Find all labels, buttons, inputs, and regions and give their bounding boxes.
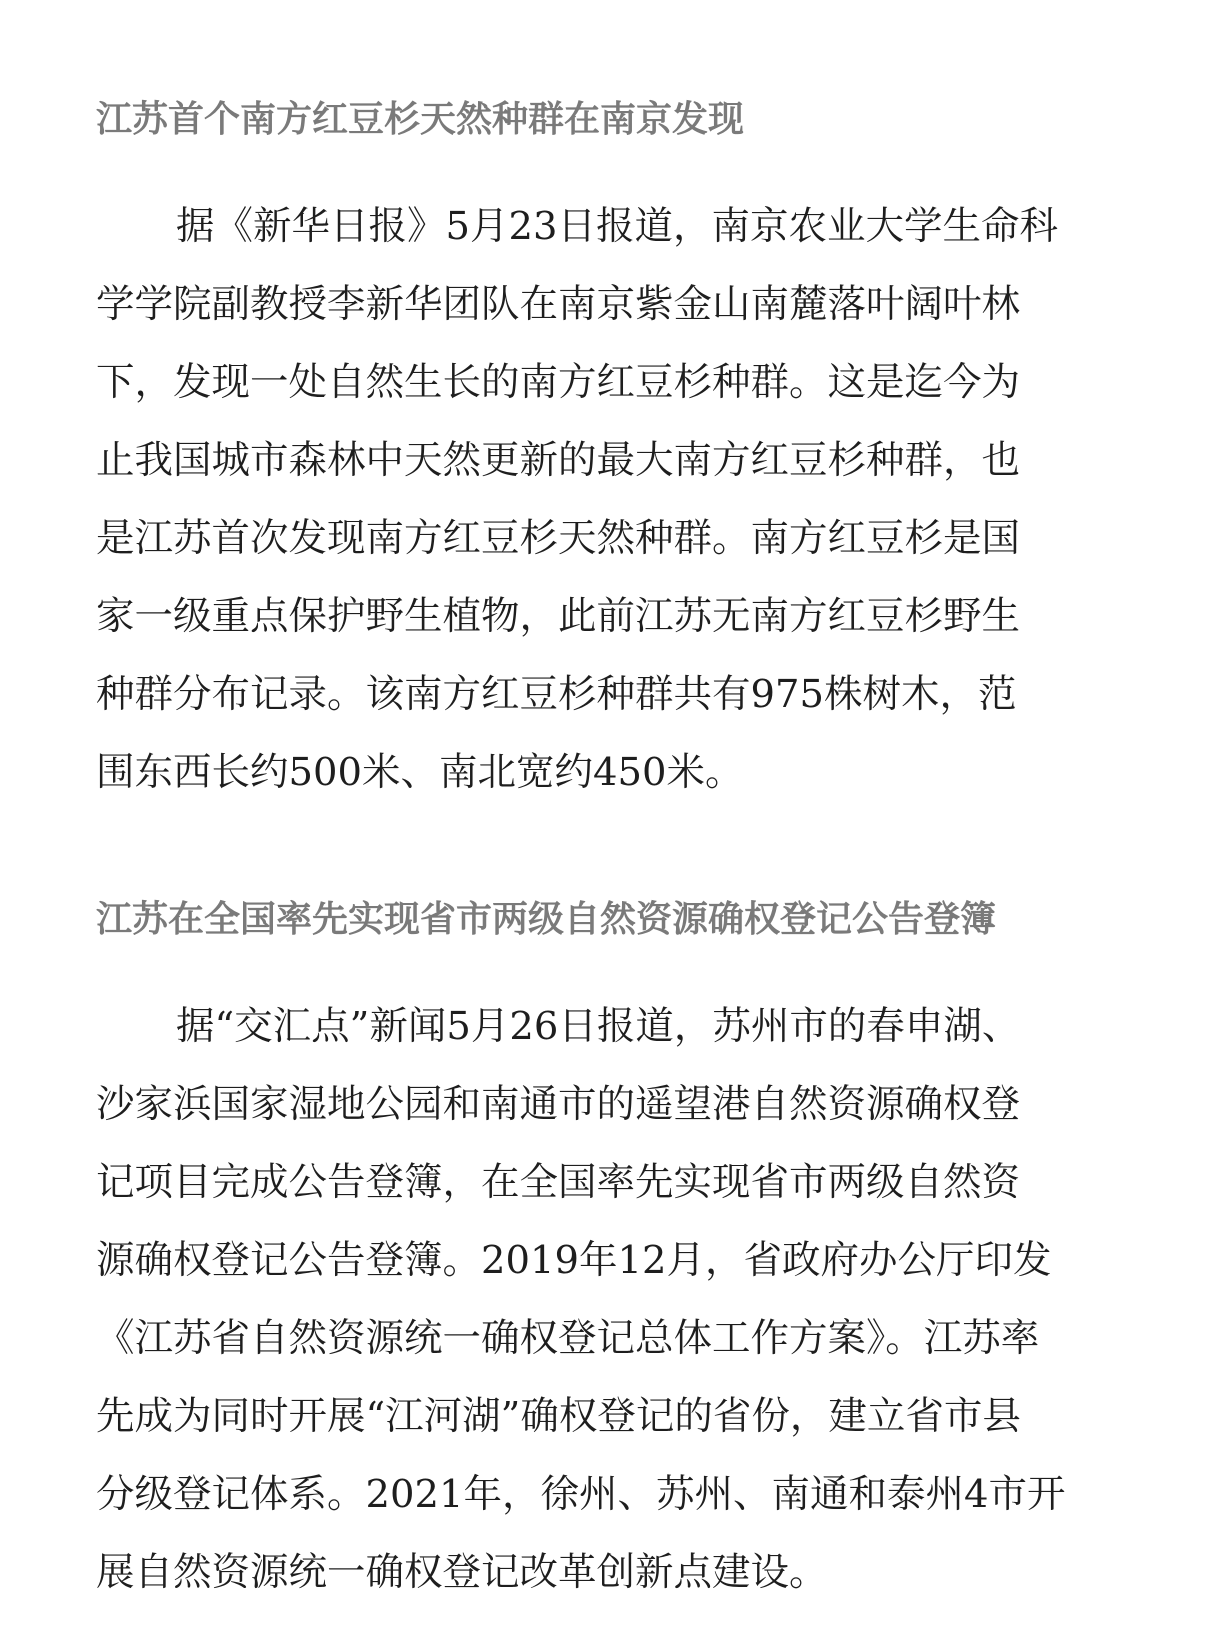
article-headline: 江苏在全国率先实现省市两级自然资源确权登记公告登簿	[96, 899, 997, 940]
article-resource-registration	[96, 880, 1168, 1612]
paragraph-line: 展自然资源统一确权登记改革创新点建设。	[96, 1550, 828, 1595]
article-yew-population	[96, 80, 1168, 812]
paragraph-line: 围东西长约500米、南北宽约450米。	[96, 750, 744, 795]
paragraph-line: 下，发现一处自然生长的南方红豆杉种群。这是迄今为	[96, 360, 1021, 405]
paragraph-line: 《江苏省自然资源统一确权登记总体工作方案》。江苏率	[96, 1316, 1040, 1361]
paragraph-line: 分级登记体系。2021年，徐州、苏州、南通和泰州4市开	[96, 1472, 1066, 1517]
paragraph-line: 家一级重点保护野生植物，此前江苏无南方红豆杉野生	[96, 594, 1021, 639]
paragraph-line: 据《新华日报》5月23日报道，南京农业大学生命科	[176, 204, 1058, 249]
paragraph-line: 据“交汇点”新闻5月26日报道，苏州市的春申湖、	[176, 1004, 1021, 1049]
paragraph-line: 源确权登记公告登簿。2019年12月，省政府办公厅印发	[96, 1238, 1052, 1283]
paragraph-line: 种群分布记录。该南方红豆杉种群共有975株树木，范	[96, 672, 1017, 717]
paragraph-line: 是江苏首次发现南方红豆杉天然种群。南方红豆杉是国	[96, 516, 1021, 561]
spacer	[96, 960, 1168, 988]
paragraph-line: 记项目完成公告登簿，在全国率先实现省市两级自然资	[96, 1160, 1021, 1205]
article-body	[96, 188, 1168, 812]
paragraph-line: 学学院副教授李新华团队在南京紫金山南麓落叶阔叶林	[96, 282, 1021, 327]
spacer	[96, 160, 1168, 188]
article-headline: 江苏首个南方红豆杉天然种群在南京发现	[96, 99, 745, 140]
paragraph-line: 先成为同时开展“江河湖”确权登记的省份，建立省市县	[96, 1394, 1021, 1439]
paragraph-line: 沙家浜国家湿地公园和南通市的遥望港自然资源确权登	[96, 1082, 1021, 1127]
paragraph-line: 止我国城市森林中天然更新的最大南方红豆杉种群，也	[96, 438, 1021, 483]
article-body	[96, 988, 1168, 1612]
